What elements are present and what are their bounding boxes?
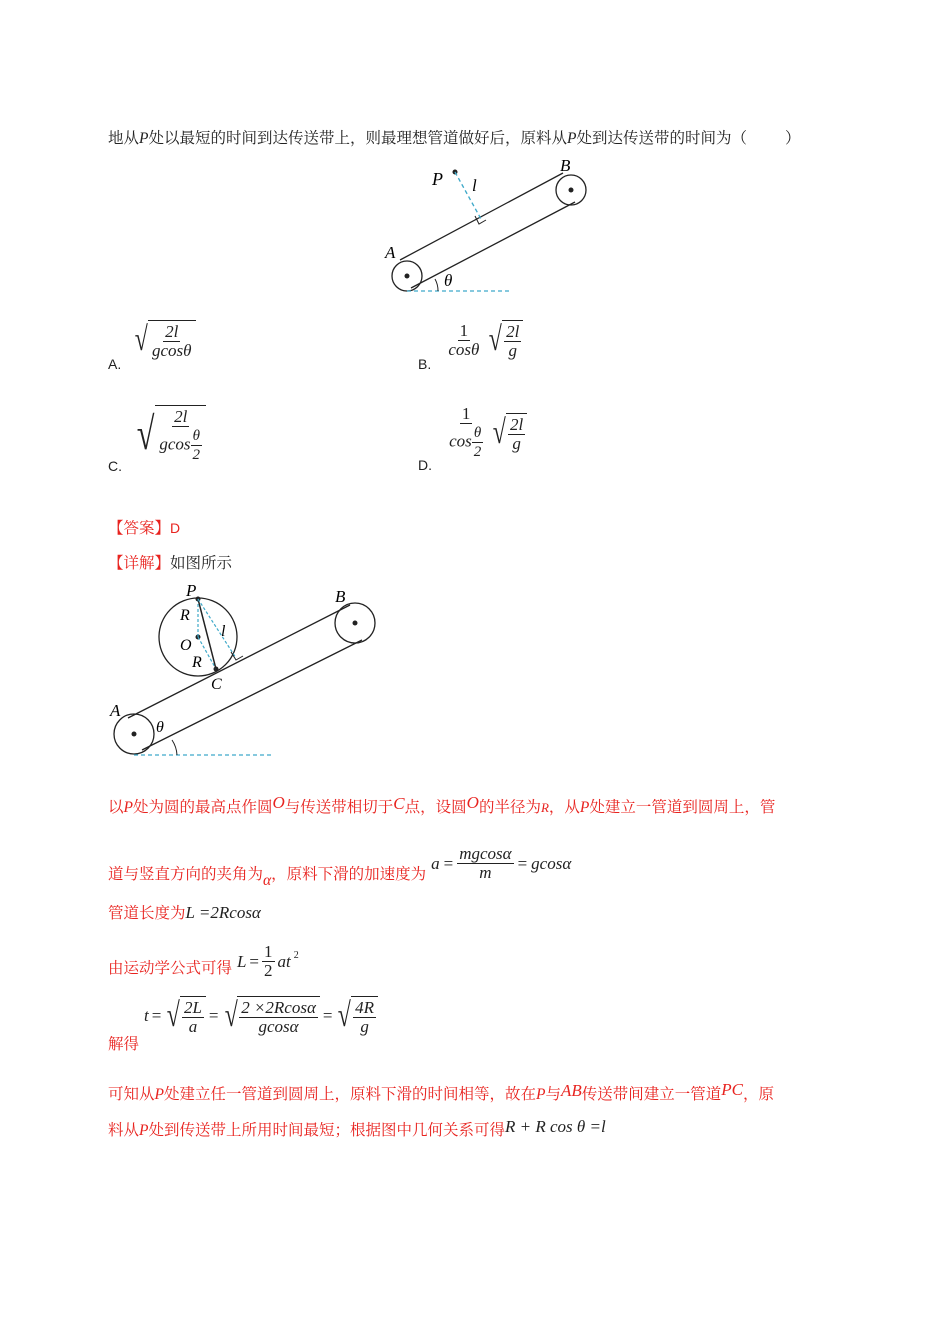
pulley-a-center bbox=[405, 274, 410, 279]
option-d[interactable]: D. 1 cos $\frac{\theta}{2}$ √ $\frac{2l}{g}$ bbox=[418, 405, 527, 461]
belt-top-edge bbox=[400, 173, 563, 260]
theta-arc-2 bbox=[172, 740, 177, 755]
theta-arc bbox=[435, 279, 438, 291]
pulley-a-center-2 bbox=[132, 732, 137, 737]
belt-bottom-edge bbox=[411, 202, 575, 288]
label-l: l bbox=[472, 176, 477, 195]
pulley-b-center bbox=[569, 188, 574, 193]
option-b[interactable]: B. $\frac{1}{\cos\theta}$ √ $\frac{2l}{g}$ bbox=[418, 320, 523, 360]
label-b-2: B bbox=[335, 587, 346, 606]
label-theta: θ bbox=[444, 271, 453, 290]
label-r1: R bbox=[180, 607, 190, 624]
solution-line-7: 料从P处到传送带上所用时间最短；根据图中几何关系可得R + R cos θ =l bbox=[108, 1117, 606, 1139]
solution-line-1: 以P处为圆的最高点作圆O与传送带相切于C点，设圆O的半径为R，从P处建立一管道到圆周上，管 bbox=[108, 793, 776, 816]
label-c: C bbox=[211, 676, 222, 693]
distance-l-line bbox=[455, 172, 481, 219]
label-l-2: l bbox=[221, 623, 226, 640]
solution-line-6: 可知从P处建立任一管道到圆周上，原料下滑的时间相等，故在P与AB传送带间建立一管道PC，原 bbox=[108, 1080, 775, 1103]
belt-bottom-edge-2 bbox=[142, 640, 362, 750]
conveyor-figure-1 bbox=[380, 155, 600, 300]
pulley-b-center-2 bbox=[353, 621, 358, 626]
label-b: B bbox=[560, 156, 571, 175]
label-o: O bbox=[180, 637, 192, 654]
label-p-2: P bbox=[186, 582, 197, 600]
question-line: 地从P处以最短的时间到达传送带上，则最理想管道做好后，原料从P处到达传送带的时间为（ ） bbox=[108, 129, 801, 147]
label-a: A bbox=[385, 243, 396, 262]
label-p: P bbox=[432, 169, 443, 189]
solution-line-3: 管道长度为L =2Rcosα bbox=[108, 903, 261, 922]
option-c[interactable]: C. √ 2l gcos $\frac{\theta}{2}$ bbox=[108, 405, 206, 464]
analysis-intro: 【详解】如图所示 bbox=[108, 554, 233, 572]
label-theta-2: θ bbox=[156, 719, 164, 736]
conveyor-figure-2 bbox=[100, 582, 390, 762]
answer-line: 【答案】D bbox=[108, 519, 181, 537]
label-a-2: A bbox=[110, 701, 121, 720]
solution-line-5: 解得 t = √ $\frac{2L}{a}$ = √ $\frac{2 \times 2Rcos\alpha}{gcos\alpha}$ = √ $\frac{4R}{g}$ bbox=[108, 996, 378, 1036]
solution-line-4: 由运动学公式可得 L = $\frac{1}{2}$ at $^2$ bbox=[108, 942, 299, 980]
option-a[interactable]: A. √ $\frac{2l}{gcos\theta}$ bbox=[108, 320, 196, 360]
label-r2: R bbox=[192, 654, 202, 671]
perp-l bbox=[198, 599, 236, 658]
solution-line-2: 道与竖直方向的夹角为α，原料下滑的加速度为 a = $\frac{mgcos\alpha}{m}$ = gcosα bbox=[108, 844, 572, 889]
